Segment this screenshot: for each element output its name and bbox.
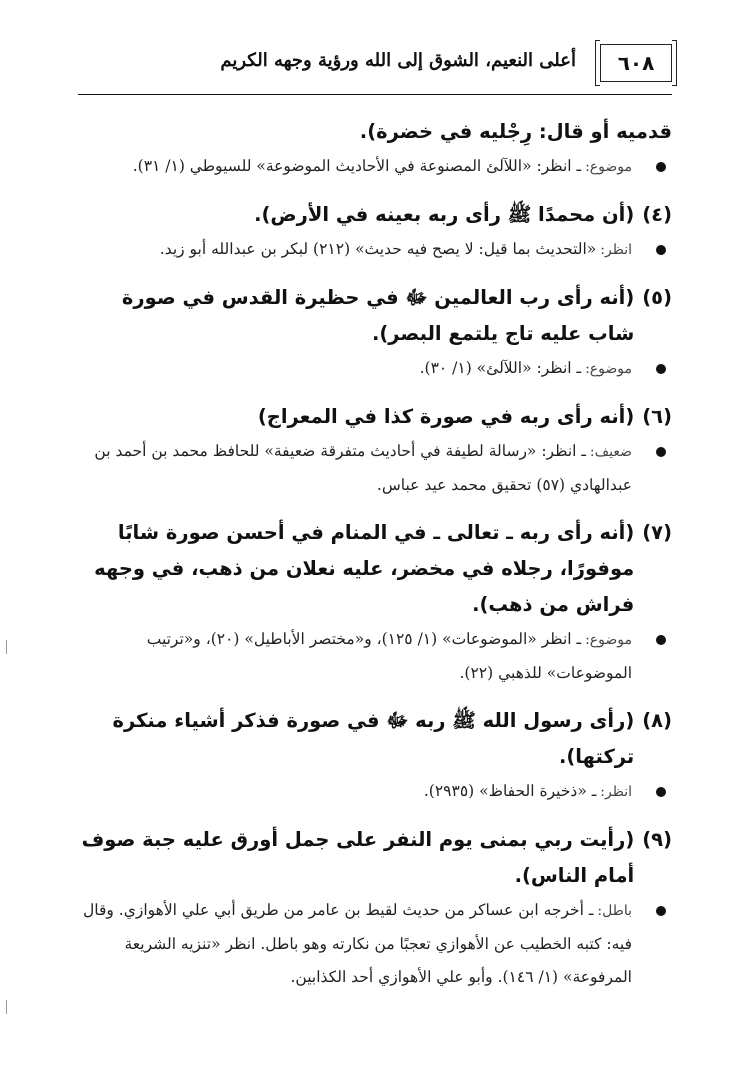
note-text: ـ انظر «الموضوعات» (١/ ١٢٥)، و«مختصر الأباطيل» (٢٠)، و«ترتيب الموضوعات» للذهبي (٢٢). [146, 630, 632, 682]
hadith-text: (أنه رأى ربه في صورة كذا في المعراج) [257, 405, 635, 428]
hadith-entry [76, 399, 672, 502]
grade-label: انظر: [600, 242, 632, 258]
grade-label: موضوع: [585, 361, 632, 377]
grading-note [76, 352, 672, 386]
page-body [76, 114, 672, 1007]
note-text: ـ انظر: «رسالة لطيفة في أحاديث متفرقة ضعيفة» للحافظ محمد بن أحمد بن عبدالهادي (٥٧) تحقيق محمد عيد عباس. [94, 442, 632, 494]
hadith-text: (أن محمدًا ﷺ رأى ربه بعينه في الأرض). [254, 203, 635, 226]
scan-margin-mark [6, 1000, 10, 1014]
grading-note [76, 233, 672, 267]
scan-margin-mark [6, 640, 10, 654]
hadith-number: (٥) [642, 286, 672, 309]
hadith-text: قدميه أو قال: رِجْليه في خضرة). [359, 120, 672, 143]
hadith-text: (أنه رأى ربه ـ تعالى ـ في المنام في أحسن صورة شابًا موفورًا، رجلاه في مخضر، عليه نعلان من ذهب، في وجهه فراش من ذهب). [94, 521, 635, 616]
hadith-number: (٦) [642, 405, 672, 428]
bullet-icon [656, 162, 666, 172]
hadith-line [76, 822, 672, 894]
hadith-number: (٩) [642, 828, 672, 851]
hadith-entry [76, 114, 672, 184]
grading-note [76, 894, 672, 994]
grading-note [76, 435, 672, 502]
note-text: ـ انظر: «اللآلئ المصنوعة في الأحاديث الموضوعة» للسيوطي (١/ ٣١). [132, 157, 582, 175]
note-text: ـ انظر: «اللآلئ» (١/ ٣٠). [419, 359, 582, 377]
hadith-number: (٧) [642, 521, 672, 544]
hadith-line [76, 114, 672, 150]
hadith-line [76, 399, 672, 435]
bullet-icon [656, 447, 666, 457]
running-title: أعلى النعيم، الشوق إلى الله ورؤية وجهه الكريم [220, 50, 576, 71]
hadith-number: (٨) [642, 709, 672, 732]
grade-label: باطل: [597, 903, 632, 919]
hadith-line [76, 280, 672, 352]
note-text: ـ أخرجه ابن عساكر من حديث لقيط بن عامر من طريق أبي علي الأهوازي. وقال فيه: كتبه الخطيب عن الأهوازي تعجبًا من نكارته وهو باطل. انظر «تنزيه الشريعة المرفوعة» (١/ ١٤٦). وأبو علي الأهوازي أحد الكذابين. [83, 901, 632, 986]
grading-note [76, 775, 672, 809]
header-divider [78, 94, 672, 95]
hadith-number: (٤) [642, 203, 672, 226]
bullet-icon [656, 364, 666, 374]
grading-note [76, 150, 672, 184]
page-header [78, 38, 672, 96]
hadith-entry [76, 822, 672, 994]
page-number: ٦٠٨ [600, 44, 672, 82]
grade-label: موضوع: [585, 632, 632, 648]
grade-label: موضوع: [585, 159, 632, 175]
hadith-entry [76, 703, 672, 809]
grading-note [76, 623, 672, 690]
hadith-entry [76, 280, 672, 386]
hadith-entry [76, 515, 672, 690]
hadith-line [76, 515, 672, 623]
bullet-icon [656, 635, 666, 645]
grade-label: انظر: [600, 784, 632, 800]
hadith-text: (رأى رسول الله ﷺ ربه ﷻ في صورة فذكر أشياء منكرة تركتها). [112, 709, 635, 768]
hadith-text: (أنه رأى رب العالمين ﷻ في حظيرة القدس في صورة شاب عليه تاج يلتمع البصر). [121, 286, 635, 345]
hadith-line [76, 703, 672, 775]
note-text: «التحديث بما قيل: لا يصح فيه حديث» (٢١٢) لبكر بن عبدالله أبو زيد. [159, 240, 597, 258]
grade-label: ضعيف: [589, 444, 632, 460]
bullet-icon [656, 245, 666, 255]
hadith-text: (رأيت ربي بمنى يوم النفر على جمل أورق عليه جبة صوف أمام الناس). [81, 828, 635, 887]
bullet-icon [656, 787, 666, 797]
hadith-line [76, 197, 672, 233]
note-text: ـ «ذخيرة الحفاظ» (٢٩٣٥). [423, 782, 597, 800]
bullet-icon [656, 906, 666, 916]
hadith-entry [76, 197, 672, 267]
